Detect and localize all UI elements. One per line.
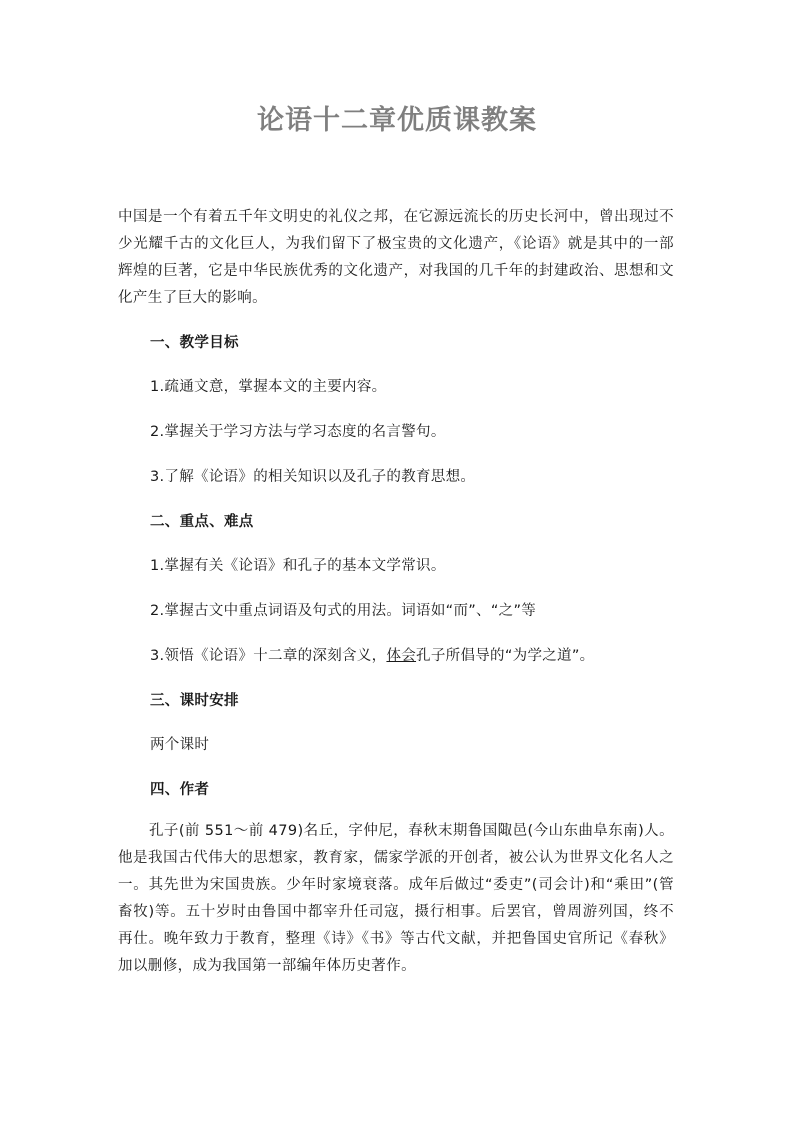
- key-point-item-2: 2.掌握古文中重点词语及句式的用法。词语如“而”、“之”等: [150, 603, 537, 619]
- tihui-link[interactable]: 体会: [386, 648, 417, 664]
- section-heading-key-points: 二、重点、难点: [150, 514, 254, 530]
- page-title: 论语十二章优质课教案: [257, 105, 537, 136]
- key-point-3-text-after: 孔子所倡导的“为学之道”。: [416, 648, 595, 664]
- goal-item-1: 1.疏通文意，掌握本文的主要内容。: [150, 379, 387, 395]
- author-paragraph: 孔子(前 551～前 479)名丘，字仲尼，春秋末期鲁国陬邑(今山东曲阜东南)人。他是我国古代伟大的思想家，教育家，儒家学派的开创者，被公认为世界文化名人之一。其先世为宋国贵族。少年时家境衰落。成年后做过“委吏”(司会计)和“乘田”(管畜牧)等。五十岁时由鲁国中都宰升任司寇，摄行相事。后罢官，曾周游列国，终不再仕。晚年致力于教育，整理《诗》《书》等古代文献，并把鲁国史官所记《春秋》加以删修，成为我国第一部编年体历史著作。: [118, 823, 674, 974]
- goal-item-2: 2.掌握关于学习方法与学习态度的名言警句。: [150, 424, 446, 440]
- goal-item-3: 3.了解《论语》的相关知识以及孔子的教育思想。: [150, 469, 476, 485]
- key-point-3-text-before: 3.领悟《论语》十二章的深刻含义，: [150, 648, 387, 664]
- schedule-text: 两个课时: [150, 737, 210, 753]
- section-heading-schedule: 三、课时安排: [150, 693, 239, 709]
- section-heading-author: 四、作者: [150, 782, 210, 798]
- section-heading-goals: 一、教学目标: [150, 335, 239, 351]
- intro-paragraph: 中国是一个有着五千年文明史的礼仪之邦，在它源远流长的历史长河中，曾出现过不少光耀千古的文化巨人，为我们留下了极宝贵的文化遗产，《论语》就是其中的一部辉煌的巨著，它是中华民族优秀的文化遗产，对我国的几千年的封建政治、思想和文化产生了巨大的影响。: [118, 209, 674, 306]
- key-point-item-3: [150, 644, 594, 665]
- key-point-item-1: 1.掌握有关《论语》和孔子的基本文学常识。: [150, 558, 446, 574]
